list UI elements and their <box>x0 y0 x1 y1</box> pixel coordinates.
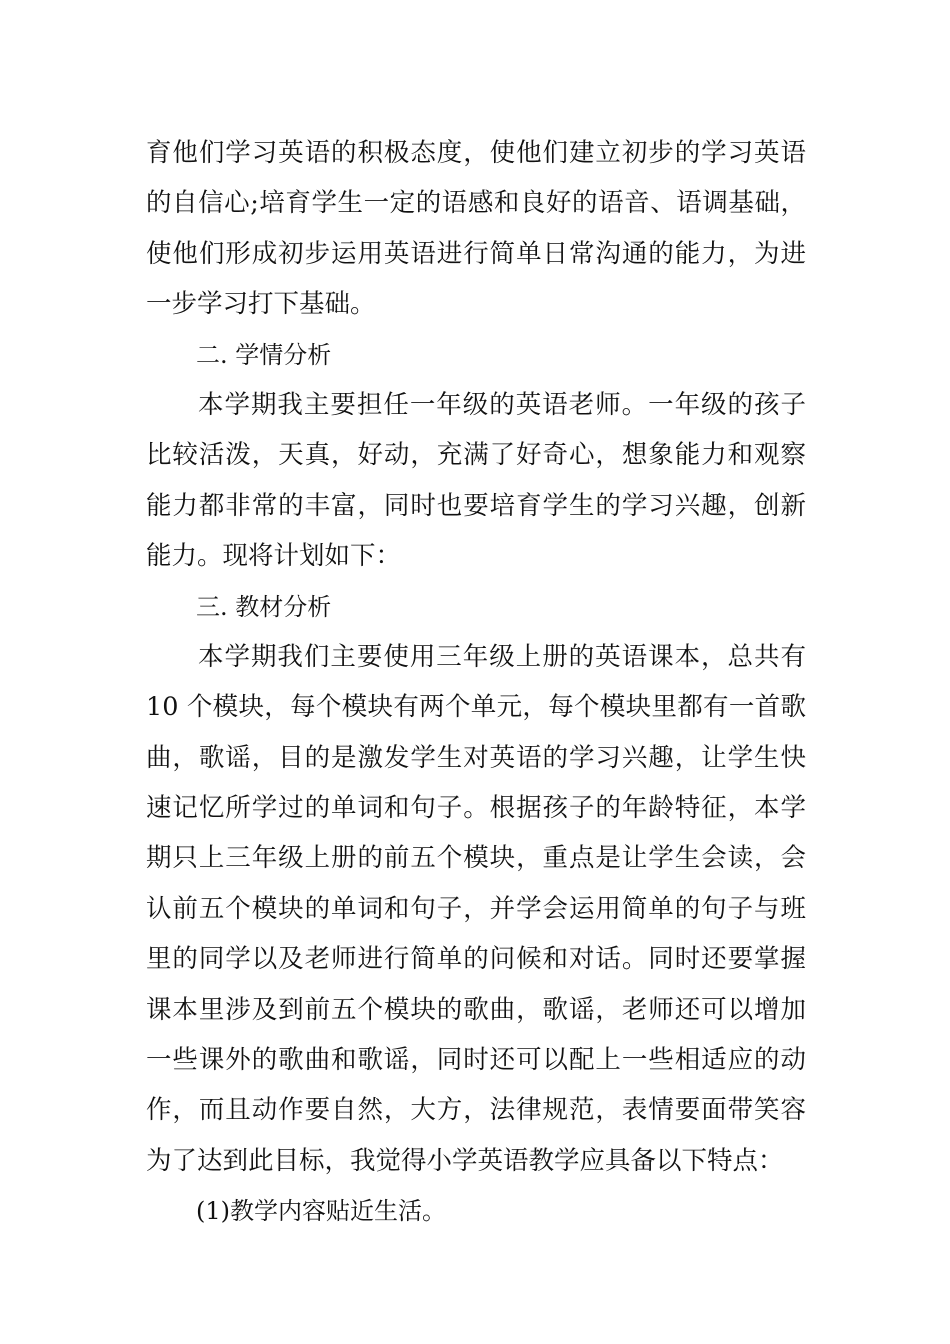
paragraph-line: 一些课外的歌曲和歌谣，同时还可以配上一些相适应的动 <box>146 1045 806 1076</box>
paragraph-line: 本学期我们主要使用三年级上册的英语课本，总共有 <box>198 641 806 672</box>
paragraph-line: 速记忆所学过的单词和句子。根据孩子的年龄特征，本学 <box>146 793 806 824</box>
paragraph-line: 为了达到此目标，我觉得小学英语教学应具备以下特点： <box>146 1145 784 1176</box>
paragraph-line: 作，而且动作要自然，大方，法律规范，表情要面带笑容 <box>146 1095 806 1126</box>
paragraph-line: 使他们形成初步运用英语进行简单日常沟通的能力，为进 <box>146 238 806 269</box>
section-heading-learning-analysis: 二. 学情分析 <box>196 340 332 369</box>
paragraph-line: 课本里涉及到前五个模块的歌曲，歌谣，老师还可以增加 <box>146 994 806 1025</box>
paragraph-line: 育他们学习英语的积极态度，使他们建立初步的学习英语 <box>146 138 806 168</box>
list-item-teaching-content: (1)教学内容贴近生活。 <box>196 1197 446 1226</box>
paragraph-line: 比较活泼，天真，好动，充满了好奇心，想象能力和观察 <box>146 440 806 471</box>
paragraph-line: 10 个模块，每个模块有两个单元，每个模块里都有一首歌 <box>146 692 806 723</box>
paragraph-line: 认前五个模块的单词和句子，并学会运用简单的句子与班 <box>146 893 806 924</box>
paragraph-line: 期只上三年级上册的前五个模块，重点是让学生会读，会 <box>146 843 806 874</box>
section-heading-textbook-analysis: 三. 教材分析 <box>196 592 332 621</box>
paragraph-line: 的自信心;培育学生一定的语感和良好的语音、语调基础， <box>146 188 806 219</box>
document-body <box>146 128 806 1237</box>
paragraph-line: 本学期我主要担任一年级的英语老师。一年级的孩子 <box>198 389 806 420</box>
paragraph-line: 能力。现将计划如下： <box>146 541 402 572</box>
paragraph-line: 里的同学以及老师进行简单的问候和对话。同时还要掌握 <box>146 944 806 975</box>
paragraph-line: 一步学习打下基础。 <box>146 289 376 320</box>
paragraph-line: 曲，歌谣，目的是激发学生对英语的学习兴趣，让学生快 <box>146 742 806 773</box>
paragraph-line: 能力都非常的丰富，同时也要培育学生的学习兴趣，创新 <box>146 490 806 521</box>
